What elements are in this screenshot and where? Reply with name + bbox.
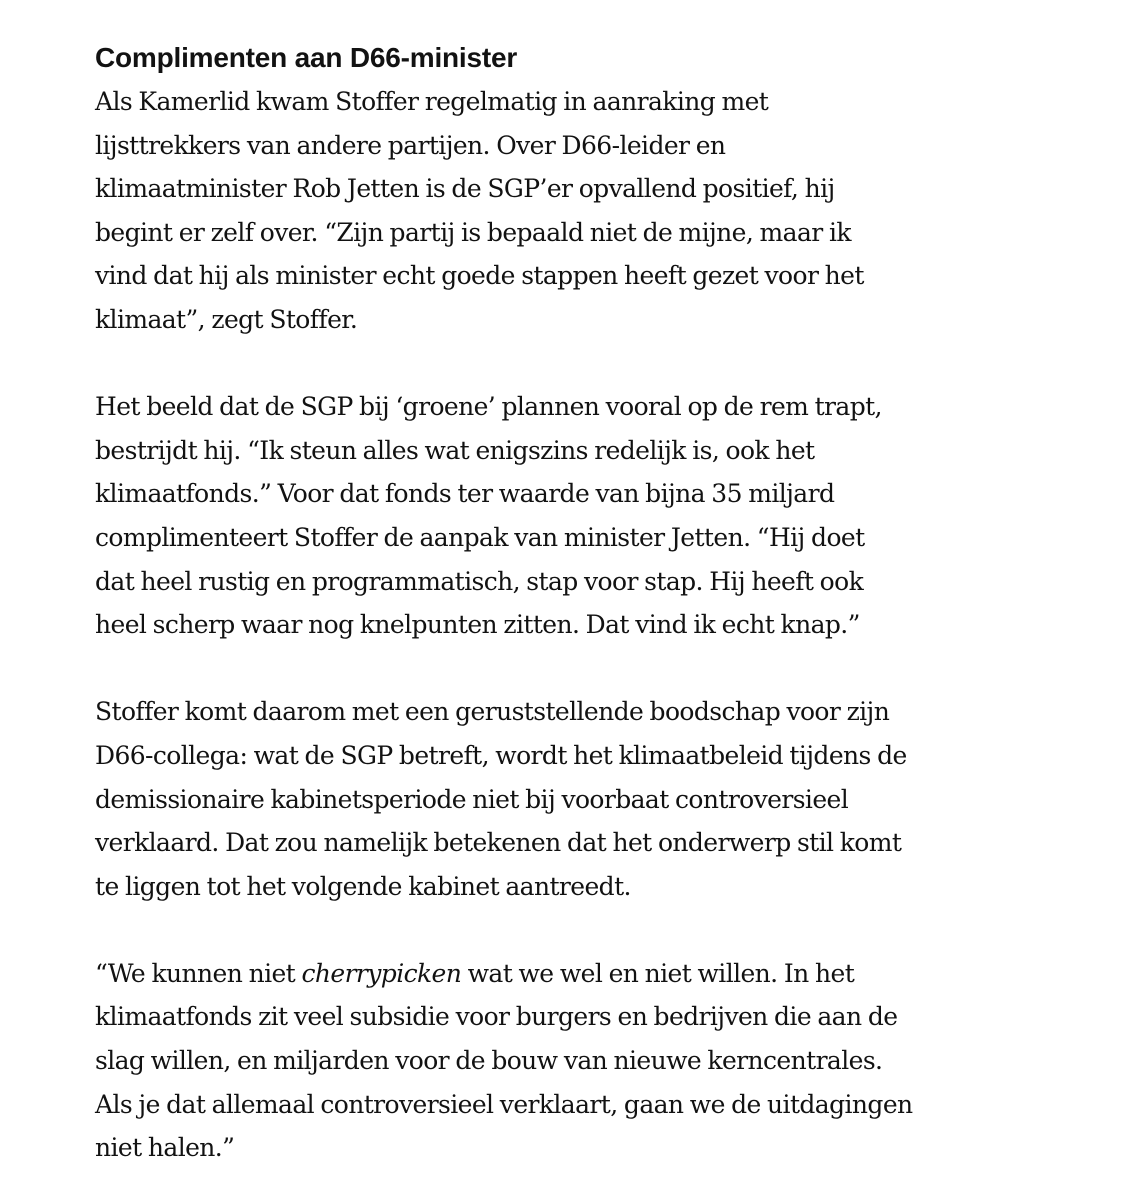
paragraph-line: te liggen tot het volgende kabinet aantreedt. <box>95 871 631 901</box>
paragraph-line: slag willen, en miljarden voor de bouw van nieuwe kerncentrales. <box>95 1046 883 1076</box>
paragraph-3 <box>95 690 995 908</box>
paragraph-line: niet halen.” <box>95 1133 235 1163</box>
paragraph-line: Als je dat allemaal controversieel verklaart, gaan we de uitdagingen <box>95 1089 913 1119</box>
paragraph-2 <box>95 385 995 647</box>
paragraph-line: bestrijdt hij. “Ik steun alles wat enigszins redelijk is, ook het <box>95 435 815 465</box>
paragraph-line: Stoffer komt daarom met een geruststellende boodschap voor zijn <box>95 697 890 727</box>
paragraph-line: klimaat”, zegt Stoffer. <box>95 304 358 334</box>
paragraph-line: dat heel rustig en programmatisch, stap voor stap. Hij heeft ook <box>95 566 864 596</box>
paragraph-line: vind dat hij als minister echt goede stappen heeft gezet voor het <box>95 261 864 291</box>
article-body <box>95 40 995 1170</box>
paragraph-1 <box>95 80 995 342</box>
paragraph-line: Het beeld dat de SGP bij ‘groene’ plannen vooral op de rem trapt, <box>95 392 882 422</box>
line-text: “We kunnen niet <box>95 958 302 988</box>
paragraph-line: heel scherp waar nog knelpunten zitten. Dat vind ik echt knap.” <box>95 610 860 640</box>
paragraph-line: verklaard. Dat zou namelijk betekenen dat het onderwerp stil komt <box>95 828 902 858</box>
paragraph-line: begint er zelf over. “Zijn partij is bepaald niet de mijne, maar ik <box>95 217 851 247</box>
line-text: wat we wel en niet willen. In het <box>461 958 855 988</box>
paragraph-line: Als Kamerlid kwam Stoffer regelmatig in aanraking met <box>95 87 769 116</box>
section-heading: Complimenten aan D66-minister <box>95 42 518 73</box>
paragraph-line: klimaatminister Rob Jetten is de SGP’er opvallend positief, hij <box>95 174 835 204</box>
paragraph-line: klimaatfonds.” Voor dat fonds ter waarde van bijna 35 miljard <box>95 479 835 509</box>
paragraph-4 <box>95 952 995 1170</box>
paragraph-line: klimaatfonds zit veel subsidie voor burgers en bedrijven die aan de <box>95 1002 898 1032</box>
paragraph-line: complimenteert Stoffer de aanpak van minister Jetten. “Hij doet <box>95 522 865 552</box>
italic-term: cherrypicken <box>301 958 462 988</box>
paragraph-line: lijsttrekkers van andere partijen. Over D66-leider en <box>95 130 726 160</box>
paragraph-line: D66-collega: wat de SGP betreft, wordt het klimaatbeleid tijdens de <box>95 740 907 770</box>
paragraph-line <box>95 952 995 996</box>
paragraph-line: demissionaire kabinetsperiode niet bij voorbaat controversieel <box>95 784 849 814</box>
